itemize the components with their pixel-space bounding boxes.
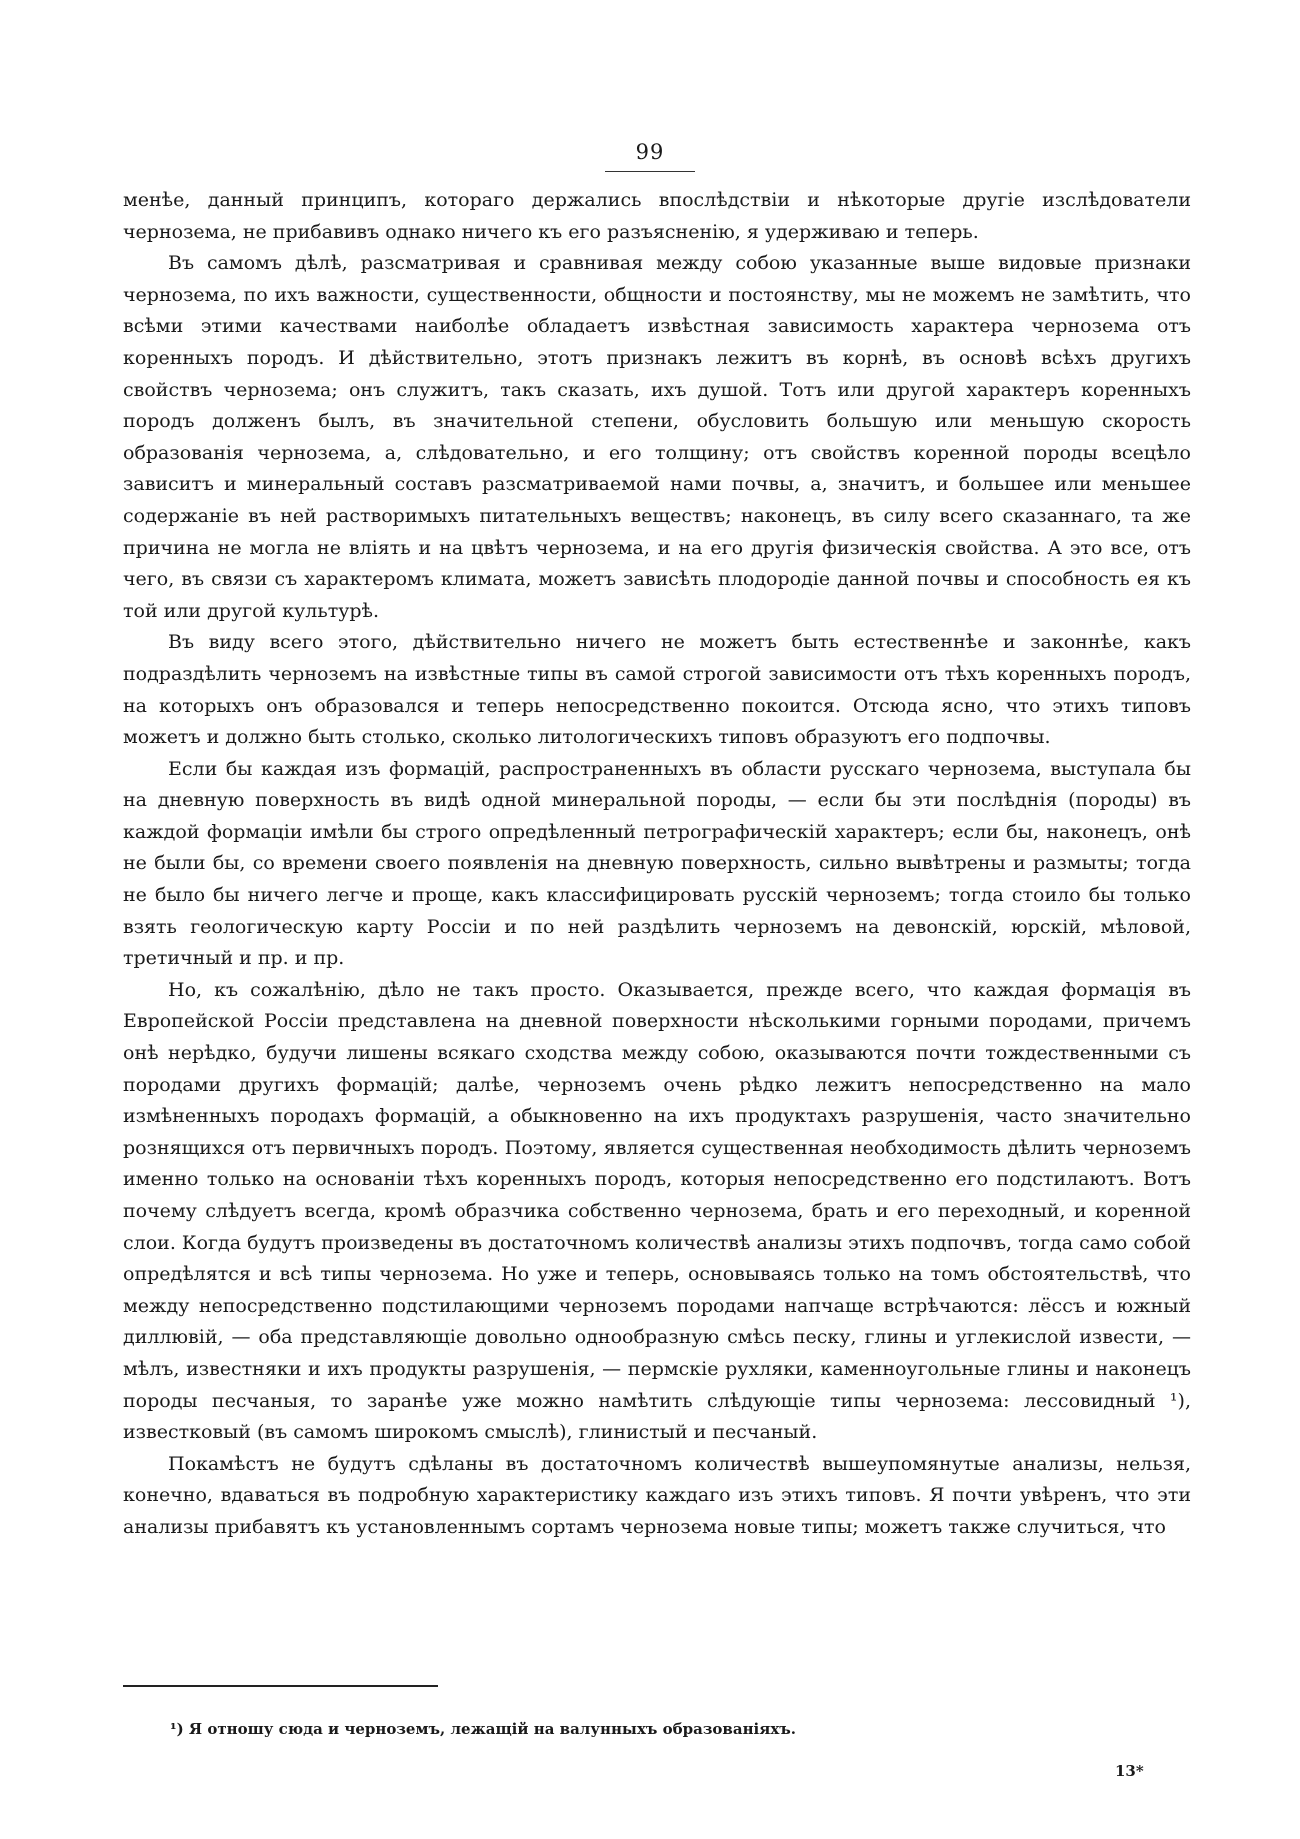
signature-mark: 13* [1115,1762,1144,1780]
body-text [123,185,1191,1544]
paragraph-5: Но, къ сожалѣнію, дѣло не такъ просто. Оказывается, прежде всего, что каждая формація въ Европейской Россіи представлена на дневной поверхности нѣсколькими горными породами, причемъ онѣ нерѣдко, будучи лишены всякаго сходства между собою, оказываются почти тождественными съ породами другихъ формацій; далѣе, черноземъ очень рѣдко лежитъ непосредственно на мало измѣненныхъ породахъ формацій, а обыкновенно на ихъ продуктахъ разрушенія, часто значительно рознящихся отъ первичныхъ породъ. Поэтому, является существенная необходимость дѣлить черноземъ именно только на основаніи тѣхъ коренныхъ породъ, которыя непосредственно его подстилаютъ. Вотъ почему слѣдуетъ всегда, кромѣ образчика собственно чернозема, брать и его переходный, и коренной слои. Когда будутъ произведены въ достаточномъ количествѣ анализы этихъ подпочвъ, тогда само собой опредѣлятся и всѣ типы чернозема. Но уже и теперь, основываясь только на томъ обстоятельствѣ, что между непосредственно подстилающими черноземъ породами напчаще встрѣчаются: лёссъ и южный диллювій, — оба представляющіе довольно однообразную смѣсь песку, глины и углекислой извести, — мѣлъ, известняки и ихъ продукты разрушенія, — пермскіе рухляки, каменноугольные глины и наконецъ породы песчаныя, то заранѣе уже можно намѣтить слѣдующіе типы чернозема: лессовидный ¹), известковый (въ самомъ широкомъ смыслѣ), глинистый и песчаный. [123,978,1191,1444]
paragraph-4: Если бы каждая изъ формацій, распространенныхъ въ области русскаго чернозема, выступала бы на дневную поверхность въ видѣ одной минеральной породы, — если бы эти послѣднія (породы) въ каждой формаціи имѣли бы строго опредѣленный петрографическій характеръ; если бы, наконецъ, онѣ не были бы, со времени своего появленія на дневную поверхность, сильно вывѣтрены и размыты; тогда не было бы ничего легче и проще, какъ классифицировать русскій черноземъ; тогда стоило бы только взять геологическую карту Россіи и по ней раздѣлить черноземъ на девонскій, юрскій, мѣловой, третичный и пр. и пр. [123,757,1191,970]
page-number-underline [605,171,695,172]
footnote-divider [123,1685,438,1687]
page-number: 99 [635,140,665,164]
footnote: ¹) Я отношу сюда и черноземъ, лежащій на валунныхъ образованіяхъ. [170,1720,796,1738]
paragraph-6: Покамѣстъ не будутъ сдѣланы въ достаточномъ количествѣ вышеупомянутые анализы, нельзя, конечно, вдаваться въ подробную характеристику каждаго изъ этихъ типовъ. Я почти увѣренъ, что эти анализы прибавятъ къ установленнымъ сортамъ чернозема новые типы; можетъ также случиться, что [123,1452,1191,1538]
paragraph-3: Въ виду всего этого, дѣйствительно ничего не можетъ быть естественнѣе и законнѣе, какъ подраздѣлить черноземъ на извѣстные типы въ самой строгой зависимости отъ тѣхъ коренныхъ породъ, на которыхъ онъ образовался и теперь непосредственно покоится. Отсюда ясно, что этихъ типовъ можетъ и должно быть столько, сколько литологическихъ типовъ образуютъ его подпочвы. [123,631,1191,749]
paragraph-2: Въ самомъ дѣлѣ, разсматривая и сравнивая между собою указанные выше видовые признаки чернозема, по ихъ важности, существенности, общности и постоянству, мы не можемъ не замѣтить, что всѣми этими качествами наиболѣе обладаетъ извѣстная зависимость характера чернозема отъ коренныхъ породъ. И дѣйствительно, этотъ признакъ лежитъ въ корнѣ, въ основѣ всѣхъ другихъ свойствъ чернозема; онъ служитъ, такъ сказать, ихъ душой. Тотъ или другой характеръ коренныхъ породъ долженъ былъ, въ значительной степени, обусловить большую или меньшую скорость образованія чернозема, а, слѣдовательно, и его толщину; отъ свойствъ коренной породы всецѣло зависитъ и минеральный составъ разсматриваемой нами почвы, а, значитъ, и большее или меньшее содержаніе въ ней растворимыхъ питательныхъ веществъ; наконецъ, въ силу всего сказаннаго, та же причина не могла не вліять и на цвѣтъ чернозема, и на его другія физическія свойства. А это все, отъ чего, въ связи съ характеромъ климата, можетъ зависѣть плодородіе данной почвы и способность ея къ той или другой культурѣ. [123,252,1191,622]
paragraph-1: менѣе, данный принципъ, котораго держались впослѣдствіи и нѣкоторые другіе изслѣдователи чернозема, не прибавивъ однако ничего къ его разъясненію, я удерживаю и теперь. [123,189,1191,243]
